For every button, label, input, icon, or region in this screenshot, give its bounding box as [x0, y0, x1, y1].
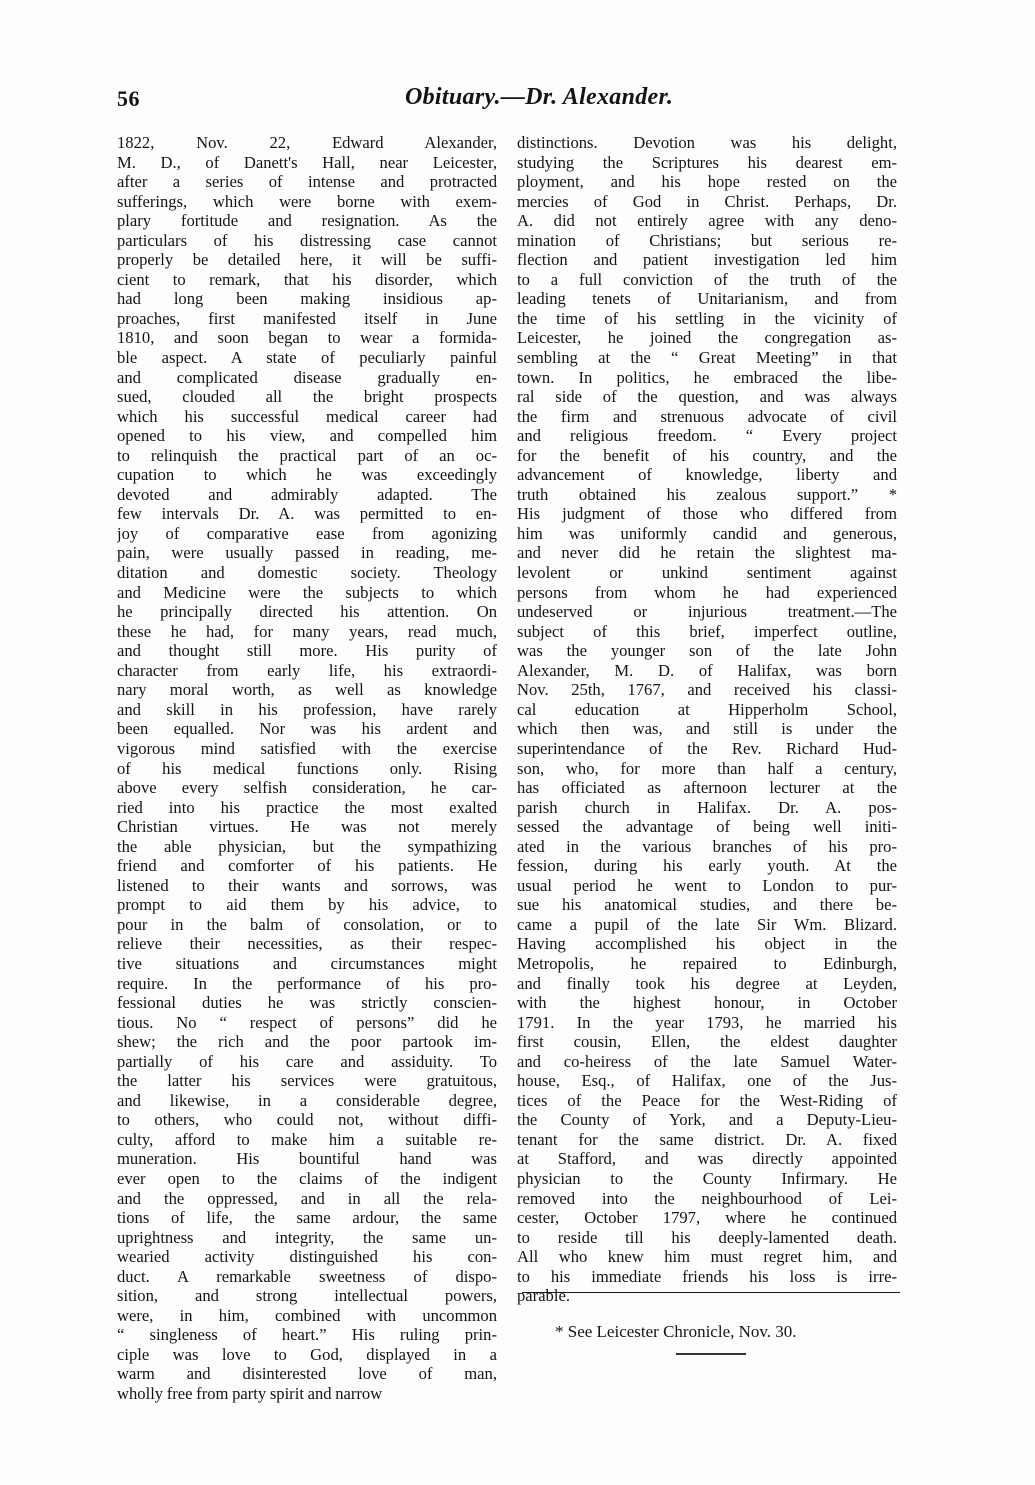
- text-line: been equalled. Nor was his ardent and: [117, 719, 497, 739]
- text-line: the time of his settling in the vicinity of: [517, 308, 897, 328]
- text-line: flection and patient investigation led him: [517, 250, 897, 270]
- text-line: the latter his services were gratuitous,: [117, 1071, 497, 1091]
- text-line: Alexander, M. D. of Halifax, was born: [517, 660, 897, 680]
- text-line: for the benefit of his country, and the: [517, 445, 897, 465]
- text-line: ated in the various branches of his pro-: [517, 836, 897, 856]
- text-line: and complicated disease gradually en-: [117, 367, 497, 387]
- text-line: levolent or unkind sentiment against: [517, 563, 897, 583]
- text-line: ral side of the question, and was always: [517, 387, 897, 407]
- text-line: distinctions. Devotion was his delight,: [517, 133, 897, 152]
- text-line: culty, afford to make him a suitable re-: [117, 1129, 497, 1149]
- text-line: mercies of God in Christ. Perhaps, Dr.: [517, 191, 897, 211]
- text-line: warm and disinterested love of man,: [117, 1364, 497, 1384]
- text-line: superintendance of the Rev. Richard Hud-: [517, 738, 897, 758]
- text-line: persons from whom he had experienced: [517, 582, 897, 602]
- text-line: physician to the County Infirmary. He: [517, 1168, 897, 1188]
- text-line: few intervals Dr. A. was permitted to en-: [117, 504, 497, 524]
- text-line: first cousin, Ellen, the eldest daughter: [517, 1032, 897, 1052]
- text-line: devoted and admirably adapted. The: [117, 484, 497, 504]
- text-line: the able physician, but the sympathizing: [117, 836, 497, 856]
- text-line: muneration. His bountiful hand was: [117, 1149, 497, 1169]
- text-line: tious. No “ respect of persons” did he: [117, 1012, 497, 1032]
- text-line: town. In politics, he embraced the libe-: [517, 367, 897, 387]
- text-line: and the oppressed, and in all the rela-: [117, 1188, 497, 1208]
- text-line: him was uniformly candid and generous,: [517, 523, 897, 543]
- text-line: of his medical functions only. Rising: [117, 758, 497, 778]
- left-column: [117, 133, 497, 1404]
- text-line: and skill in his profession, have rarely: [117, 699, 497, 719]
- text-line: friend and comforter of his patients. He: [117, 856, 497, 876]
- text-line: fession, during his early youth. At the: [517, 856, 897, 876]
- text-line: removed into the neighbourhood of Lei-: [517, 1188, 897, 1208]
- text-line: ried into his practice the most exalted: [117, 797, 497, 817]
- footnote: * See Leicester Chronicle, Nov. 30.: [555, 1322, 797, 1341]
- text-line: nary moral worth, as well as knowledge: [117, 680, 497, 700]
- text-line: M. D., of Danett's Hall, near Leicester,: [117, 152, 497, 172]
- text-line: tenant for the same district. Dr. A. fixed: [517, 1129, 897, 1149]
- text-line: A. did not entirely agree with any deno-: [517, 211, 897, 231]
- text-line: and finally took his degree at Leyden,: [517, 973, 897, 993]
- text-line: pour in the balm of consolation, or to: [117, 914, 497, 934]
- text-line: sition, and strong intellectual powers,: [117, 1286, 497, 1306]
- text-line: ever open to the claims of the indigent: [117, 1168, 497, 1188]
- text-line: which then was, and still is under the: [517, 719, 897, 739]
- text-line: relieve their necessities, as their respec-: [117, 934, 497, 954]
- text-line: pain, were usually passed in reading, me-: [117, 543, 497, 563]
- text-line: and likewise, in a considerable degree,: [117, 1090, 497, 1110]
- text-line: His judgment of those who differed from: [517, 504, 897, 524]
- text-line: undeserved or injurious treatment.—The: [517, 602, 897, 622]
- text-line: proaches, first manifested itself in June: [117, 308, 497, 328]
- text-line: character from early life, his extraordi-: [117, 660, 497, 680]
- footnote-rule: [522, 1292, 900, 1293]
- text-line: son, who, for more than half a century,: [517, 758, 897, 778]
- text-line: Metropolis, he repaired to Edinburgh,: [517, 953, 897, 973]
- text-line: parish church in Halifax. Dr. A. pos-: [517, 797, 897, 817]
- text-line: All who knew him must regret him, and: [517, 1247, 897, 1267]
- text-line: had long been making insidious ap-: [117, 289, 497, 309]
- text-line: prompt to aid them by his advice, to: [117, 895, 497, 915]
- text-line: sued, clouded all the bright prospects: [117, 387, 497, 407]
- text-line: sessed the advantage of being well initi-: [517, 817, 897, 837]
- text-line: and thought still more. His purity of: [117, 641, 497, 661]
- text-line: to a full conviction of the truth of the: [517, 269, 897, 289]
- text-line: to reside till his deeply-lamented death.: [517, 1227, 897, 1247]
- text-line: sembling at the “ Great Meeting” in that: [517, 348, 897, 368]
- text-line: properly be detailed here, it will be suffi-: [117, 250, 497, 270]
- text-line: duct. A remarkable sweetness of dispo-: [117, 1266, 497, 1286]
- text-line: cal education at Hipperholm School,: [517, 699, 897, 719]
- text-line: came a pupil of the late Sir Wm. Blizard.: [517, 914, 897, 934]
- text-line: shew; the rich and the poor partook im-: [117, 1032, 497, 1052]
- text-line: ditation and domestic society. Theology: [117, 563, 497, 583]
- text-line: wholly free from party spirit and narrow: [117, 1384, 383, 1403]
- text-line: cupation to which he was exceedingly: [117, 465, 497, 485]
- text-line: and religious freedom. “ Every project: [517, 426, 897, 446]
- text-line: particulars of his distressing case cannot: [117, 230, 497, 250]
- text-line: to others, who could not, without diffi-: [117, 1110, 497, 1130]
- text-line: ployment, and his hope rested on the: [517, 172, 897, 192]
- text-line: Christian virtues. He was not merely: [117, 817, 497, 837]
- running-title: Obituary.—Dr. Alexander.: [405, 84, 674, 110]
- text-line: uprightness and integrity, the same un-: [117, 1227, 497, 1247]
- text-line: subject of this brief, imperfect outline,: [517, 621, 897, 641]
- text-line: tices of the Peace for the West-Riding of: [517, 1090, 897, 1110]
- text-line: Having accomplished his object in the: [517, 934, 897, 954]
- text-line: house, Esq., of Halifax, one of the Jus-: [517, 1071, 897, 1091]
- text-line: mination of Christians; but serious re-: [517, 230, 897, 250]
- text-line: ble aspect. A state of peculiarly painful: [117, 348, 497, 368]
- text-line: opened to his view, and compelled him: [117, 426, 497, 446]
- text-line: 1791. In the year 1793, he married his: [517, 1012, 897, 1032]
- text-line: Leicester, he joined the congregation as-: [517, 328, 897, 348]
- text-line: and never did he retain the slightest ma-: [517, 543, 897, 563]
- text-line: Nov. 25th, 1767, and received his classi-: [517, 680, 897, 700]
- text-line: fessional duties he was strictly conscien-: [117, 993, 497, 1013]
- text-line: wearied activity distinguished his con-: [117, 1247, 497, 1267]
- text-line: to his immediate friends his loss is irre-: [517, 1266, 897, 1286]
- text-line: above every selfish consideration, he car-: [117, 778, 497, 798]
- text-line: studying the Scriptures his dearest em-: [517, 152, 897, 172]
- text-line: require. In the performance of his pro-: [117, 973, 497, 993]
- text-line: 1822, Nov. 22, Edward Alexander,: [117, 133, 497, 152]
- text-line: was the younger son of the late John: [517, 641, 897, 661]
- text-line: and Medicine were the subjects to which: [117, 582, 497, 602]
- text-line: which his successful medical career had: [117, 406, 497, 426]
- text-line: leading tenets of Unitarianism, and from: [517, 289, 897, 309]
- text-line: plary fortitude and resignation. As the: [117, 211, 497, 231]
- text-line: sufferings, which were borne with exem-: [117, 191, 497, 211]
- text-line: truth obtained his zealous support.” *: [517, 484, 897, 504]
- text-line: “ singleness of heart.” His ruling prin-: [117, 1325, 497, 1345]
- text-line: and co-heiress of the late Samuel Water-: [517, 1051, 897, 1071]
- text-line: were, in him, combined with uncommon: [117, 1305, 497, 1325]
- right-column: [517, 133, 897, 1306]
- text-line: to relinquish the practical part of an oc-: [117, 445, 497, 465]
- text-line: sue his anatomical studies, and there be-: [517, 895, 897, 915]
- text-line: tions of life, the same ardour, the same: [117, 1208, 497, 1228]
- text-line: vigorous mind satisfied with the exercise: [117, 738, 497, 758]
- text-line: at Stafford, and was directly appointed: [517, 1149, 897, 1169]
- text-line: partially of his care and assiduity. To: [117, 1051, 497, 1071]
- page-number: 56: [117, 86, 140, 111]
- text-line: joy of comparative ease from agonizing: [117, 523, 497, 543]
- end-flourish: [676, 1353, 746, 1355]
- text-line: advancement of knowledge, liberty and: [517, 465, 897, 485]
- text-line: cient to remark, that his disorder, which: [117, 269, 497, 289]
- text-line: after a series of intense and protracted: [117, 172, 497, 192]
- text-line: usual period he went to London to pur-: [517, 875, 897, 895]
- text-line: the firm and strenuous advocate of civil: [517, 406, 897, 426]
- text-line: parable.: [517, 1286, 570, 1306]
- text-line: these he had, for many years, read much,: [117, 621, 497, 641]
- text-line: ciple was love to God, displayed in a: [117, 1344, 497, 1364]
- text-line: he principally directed his attention. On: [117, 602, 497, 622]
- text-line: the County of York, and a Deputy-Lieu-: [517, 1110, 897, 1130]
- text-line: has officiated as afternoon lecturer at the: [517, 778, 897, 798]
- text-line: 1810, and soon began to wear a formida-: [117, 328, 497, 348]
- text-line: tive situations and circumstances might: [117, 953, 497, 973]
- text-line: with the highest honour, in October: [517, 993, 897, 1013]
- text-line: listened to their wants and sorrows, was: [117, 875, 497, 895]
- text-line: cester, October 1797, where he continued: [517, 1208, 897, 1228]
